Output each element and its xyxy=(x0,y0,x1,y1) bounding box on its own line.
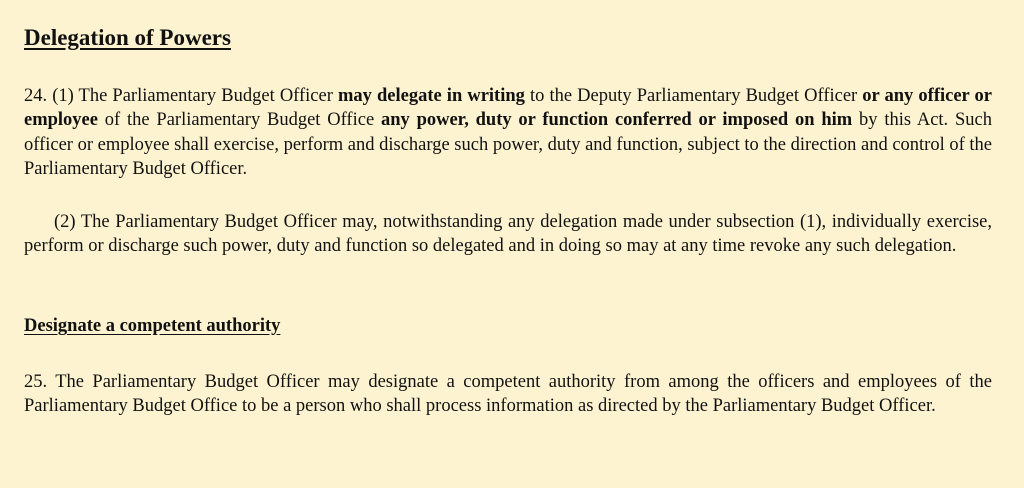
clause-24-1-bold-3: any power, duty or function conferred or imposed on him xyxy=(380,110,853,131)
section-heading-competent-authority: Designate a competent authority xyxy=(24,316,281,336)
clause-24-1-text-4: by this Act. Such officer or employee shall exercise, perform and discharge such power, duty and function, subject to the direction and control of the Parliamentary Budget Officer. xyxy=(24,110,992,180)
clause-24-1 xyxy=(24,84,992,182)
clause-24-1-text-2: to the Deputy Parliamentary Budget Officer xyxy=(524,86,863,106)
clause-24-1-bold-2: or any officer or employee xyxy=(24,86,992,131)
clause-25: 25. The Parliamentary Budget Officer may designate a competent authority from among the officers and employees of the Parliamentary Budget Office to be a person who shall process information as directed by the Parliamentary Budget Officer. xyxy=(24,372,992,417)
clause-24-2: (2) The Parliamentary Budget Officer may, notwithstanding any delegation made under subsection (1), individually exercise, perform or discharge such power, duty and function so delegated and in doing so may at any time revoke any such delegation. xyxy=(24,212,992,257)
clause-24-1-text-1: 24. (1) The Parliamentary Budget Officer xyxy=(24,86,338,106)
clause-24-1-text-3: of the Parliamentary Budget Office xyxy=(97,110,381,131)
clause-24-1-bold-1: may delegate in writing xyxy=(337,86,525,106)
section-heading-delegation: Delegation of Powers xyxy=(24,25,231,50)
